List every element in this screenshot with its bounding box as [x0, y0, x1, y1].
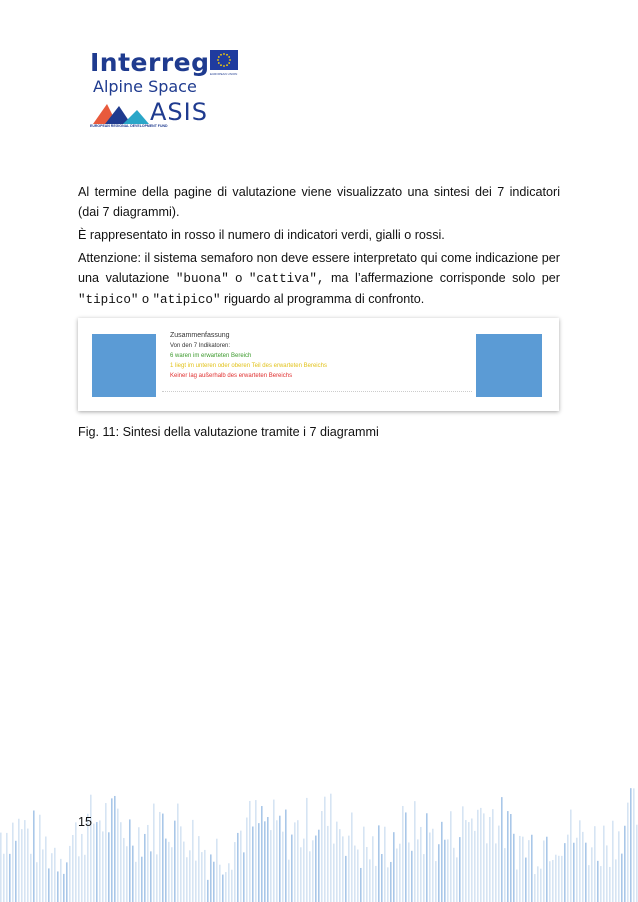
figure-subtitle: Von den 7 Indikatoren:: [170, 343, 231, 349]
figure-title: Zusammenfassung: [170, 332, 230, 339]
logo-alpine-space-text: Alpine Space: [93, 77, 197, 96]
figure-green-line: 6 waren im erwarteten Bereich: [170, 353, 252, 359]
paragraph-attention-o1: o: [228, 271, 249, 285]
figure-red-line: Keiner lag außerhalb des erwarteten Bereichs: [170, 373, 293, 379]
quote-tipico: "tipico": [78, 293, 139, 307]
quote-atipico: "atipico": [152, 293, 221, 307]
eu-flag-icon: [210, 50, 238, 70]
figure-right-block: [476, 334, 542, 397]
figure-left-block: [92, 334, 156, 397]
paragraph-attention-part-c: riguardo al programma di confronto.: [220, 292, 425, 306]
figure-caption: Fig. 11: Sintesi della valutazione tramite i 7 diagrammi: [78, 425, 379, 439]
paragraph-attention-o2: o: [138, 292, 153, 306]
paragraph-attention: [78, 248, 560, 310]
logo-fund-text: EUROPEAN REGIONAL DEVELOPMENT FUND: [90, 124, 168, 128]
page-number: 15: [78, 815, 93, 829]
quote-cattiva: "cattiva",: [248, 272, 325, 286]
paragraph-attention-part-b: ma l’affermazione corrisponde solo per: [324, 271, 560, 285]
summary-figure: [78, 318, 559, 411]
paragraph-attention-part-a: Attenzione: il sistema semaforo non deve essere interpretato qui come indicazione per una valutazione: [78, 251, 560, 285]
decorative-bars: [0, 780, 638, 902]
paragraph-red: È rappresentato in rosso il numero di indicatori verdi, gialli o rossi.: [78, 228, 445, 242]
quote-buona: "buona": [175, 272, 229, 286]
eu-label: EUROPEAN UNION: [210, 72, 238, 76]
mountains-icon: [93, 100, 149, 124]
figure-text: [170, 331, 470, 381]
logo-asis-text: ASIS: [150, 98, 208, 126]
figure-yellow-line: 1 liegt im unteren oder oberen Teil des erwarteten Bereichs: [170, 363, 327, 369]
figure-divider: [162, 391, 472, 392]
paragraph-intro: Al termine della pagine di valutazione viene visualizzato una sintesi dei 7 indicatori (dai 7 diagrammi).: [78, 185, 560, 219]
logo-interreg-text: Interreg: [90, 48, 210, 77]
